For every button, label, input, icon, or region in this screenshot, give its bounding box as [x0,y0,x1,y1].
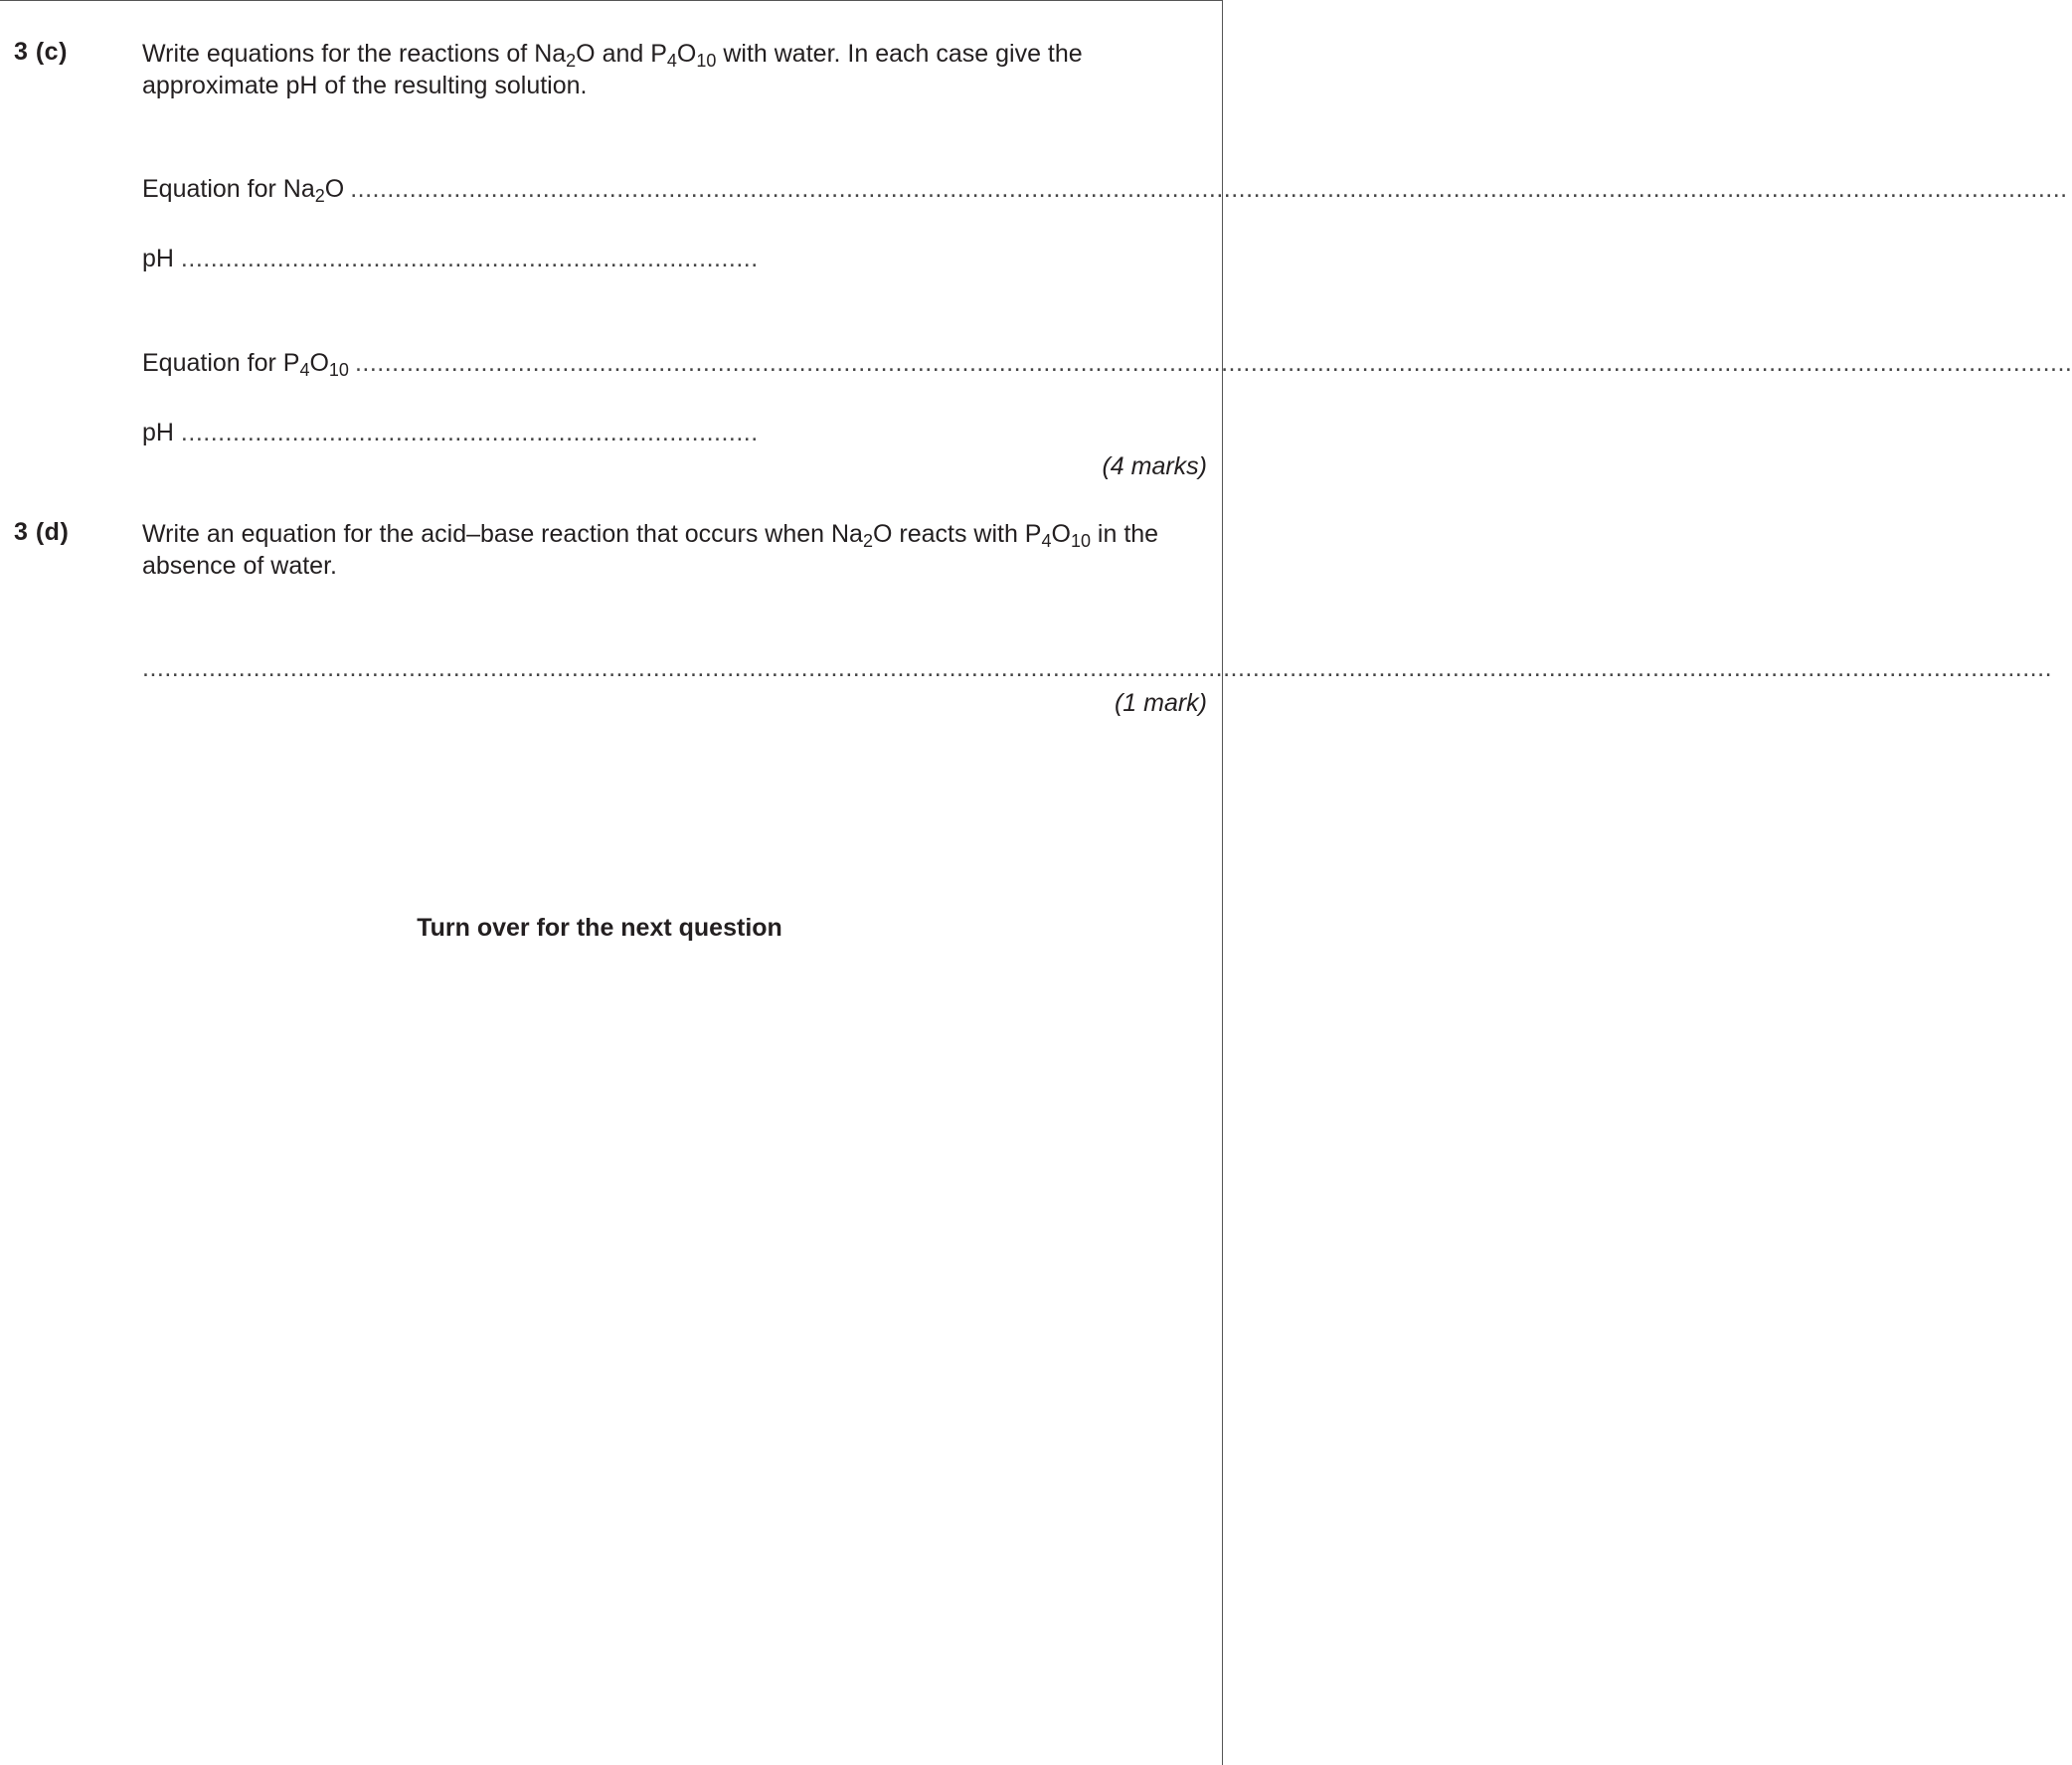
answer-line-equation-na2o[interactable] [142,175,2068,209]
dotted-line: ........................................................................................................................................................................................................................................ [350,175,2068,203]
answer-line-ph-2[interactable] [142,419,759,447]
marks-3d: (1 mark) [1114,689,1207,717]
dotted-line: .............................................................................. [180,419,759,446]
marks-3c: (4 marks) [1102,452,1207,480]
dotted-line: ........................................................................................................................................................................................................................................ [354,349,2072,377]
dotted-line: .................................................................................................................................................................................................................................................................. [142,654,2053,682]
ph-label-2: pH [142,419,174,446]
question-number-3d: 3 (d) [14,518,70,546]
question-3c-text: Write equations for the reactions of $Na_2O$ and $P_4O_{10}$ with water. In each case give the approximate pH of the resulting solution. [142,40,1083,99]
turn-over-notice: Turn over for the next question [417,914,782,942]
ph-label-1: pH [142,245,174,272]
answer-line-ph-1[interactable] [142,245,759,273]
equation-na2o-label: Equation for $Na_2O$ [142,175,345,206]
dotted-line: .............................................................................. [180,245,759,272]
equation-p4o10-label: Equation for $P_4O_{10}$ [142,349,349,380]
question-number-3c: 3 (c) [14,38,68,66]
answer-line-3d[interactable] [142,654,2053,688]
answer-line-equation-p4o10[interactable] [142,349,2072,383]
question-3d-text: Write an equation for the acid–base reaction that occurs when $Na_2O$ reacts with $P_4O_{10}$ in the absence of water. [142,520,1159,580]
